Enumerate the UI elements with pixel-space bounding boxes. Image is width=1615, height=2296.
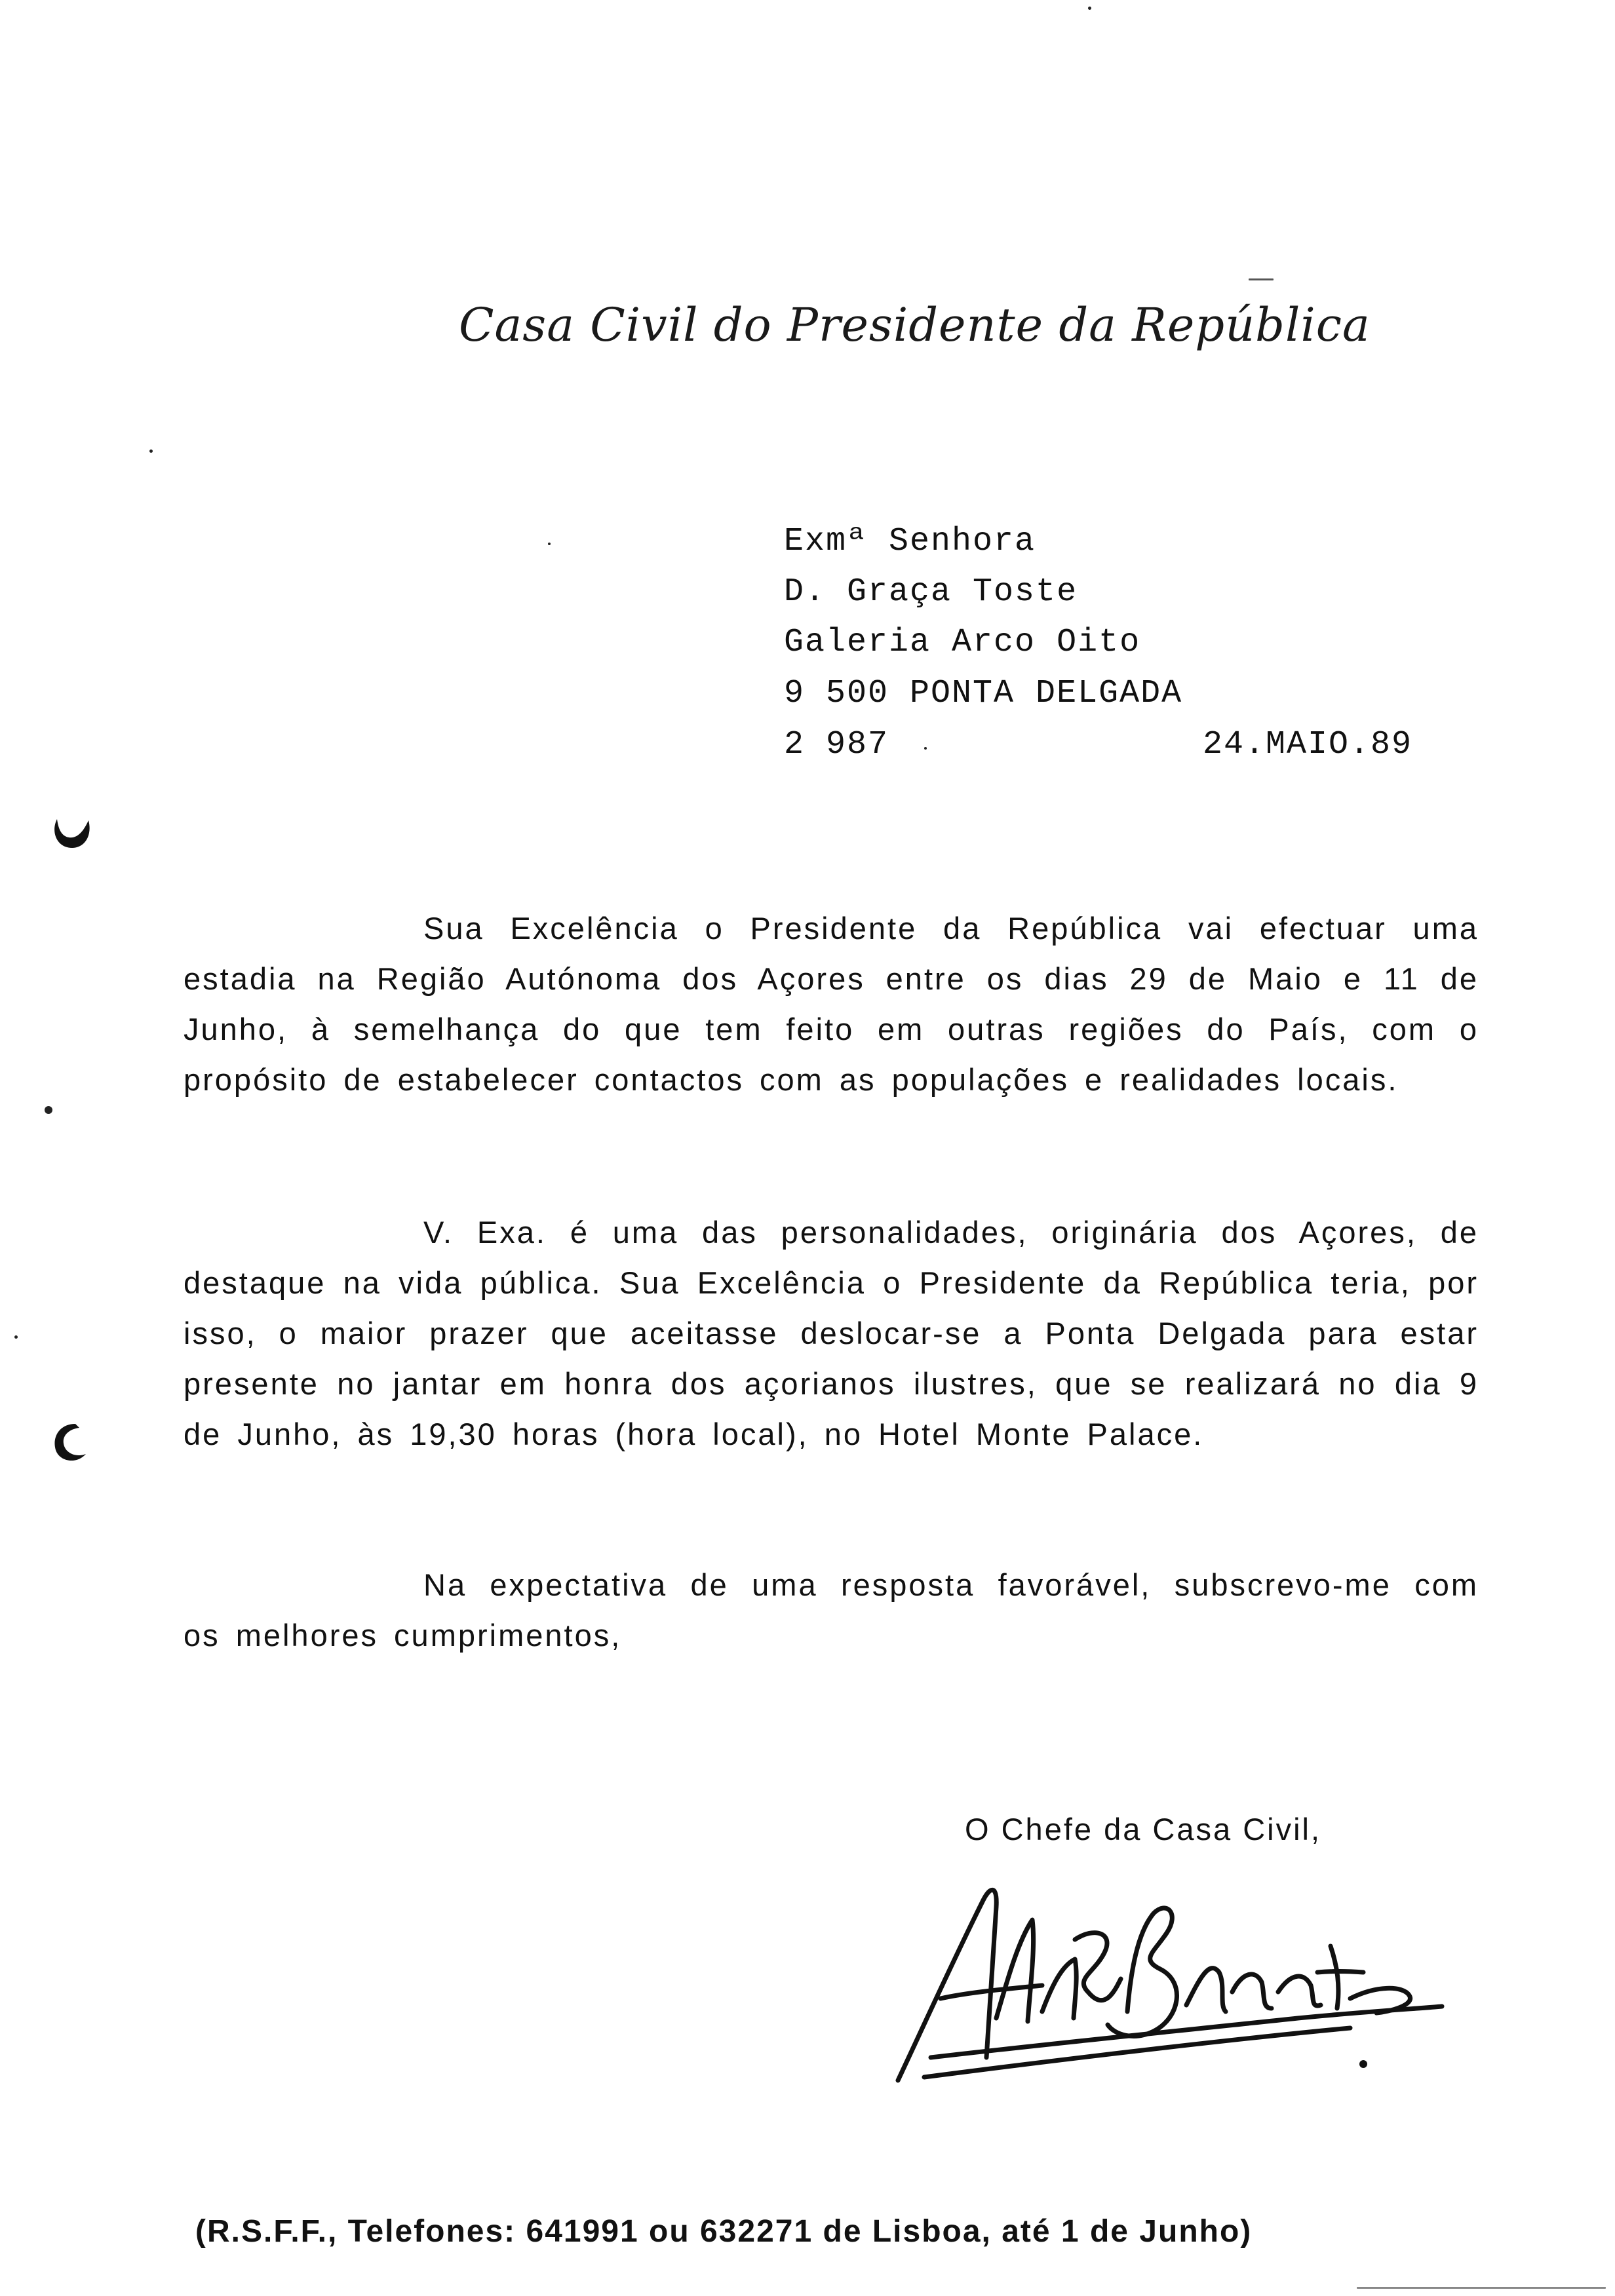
- paper-speck: [14, 1335, 18, 1339]
- footer-note: (R.S.F.F., Telefones: 641991 ou 632271 de Lisboa, até 1 de Junho): [195, 2214, 1253, 2249]
- punch-hole-mark: [49, 1419, 95, 1464]
- paper-speck: [1088, 7, 1091, 10]
- letterhead: Casa Civil do Presidente da República: [459, 298, 1371, 352]
- paragraph-text: Sua Excelência o Presidente da República vai efectuar uma estadia na Região Autónoma dos Açores entre os dias 29 de Maio e 11 de Junho, à semelhança do que tem feito em outras regiões do País, com o propósito de estabelecer contactos com as populações e realidades locais.: [184, 911, 1479, 1097]
- body-paragraph-1: [184, 903, 1479, 1105]
- recipient-organization: Galeria Arco Oito: [784, 624, 1141, 661]
- reference-number: 2 987: [784, 726, 889, 763]
- punch-hole-mark: [49, 806, 95, 852]
- paragraph-text: V. Exa. é uma das personalidades, originária dos Açores, de destaque na vida pública. Sua Excelência o Presidente da República teria, por isso, o maior prazer que aceitasse deslocar-se a Ponta Delgada para estar presente no jantar em honra dos açorianos ilustres, que se realizará no dia 9 de Junho, às 19,30 horas (hora local), no Hotel Monte Palace.: [184, 1215, 1479, 1451]
- closing-line: O Chefe da Casa Civil,: [965, 1812, 1322, 1846]
- body-paragraph-2: [184, 1207, 1479, 1459]
- paper-mark: [1249, 278, 1274, 280]
- paper-speck: [45, 1106, 52, 1114]
- paper-speck: [548, 543, 551, 545]
- scan-edge-noise: [1357, 2287, 1606, 2289]
- recipient-city: 9 500 PONTA DELGADA: [784, 675, 1183, 712]
- body-paragraph-3: [184, 1559, 1479, 1660]
- letter-date: 24.MAIO.89: [1203, 726, 1413, 763]
- recipient-salutation: Exmª Senhora: [784, 523, 1036, 560]
- recipient-name: D. Graça Toste: [784, 573, 1078, 611]
- paragraph-text: Na expectativa de uma resposta favorável, subscrevo-me com os melhores cumprimentos,: [184, 1567, 1479, 1653]
- handwritten-signature: [878, 1861, 1468, 2103]
- paper-speck: [924, 747, 927, 750]
- paper-speck: [149, 450, 153, 453]
